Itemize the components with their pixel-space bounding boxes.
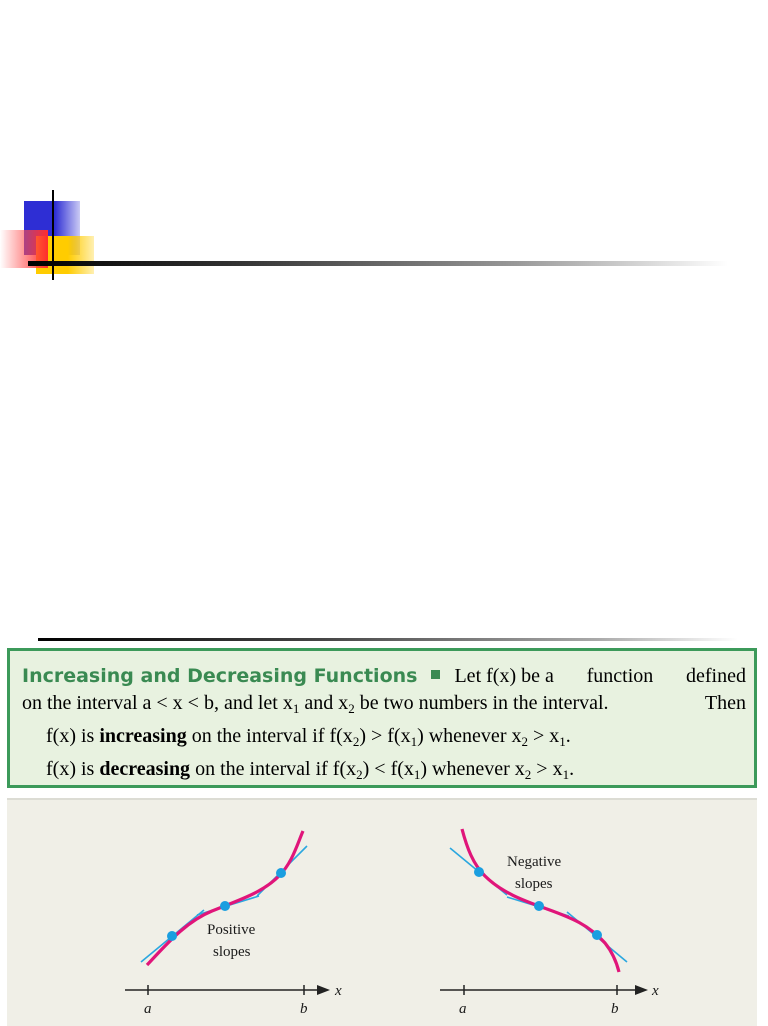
increasing-term: increasing [99, 725, 187, 747]
intro-text-2a: on the interval a < x < b, and let x [22, 692, 293, 714]
content-divider-rule [38, 638, 738, 641]
subscript: 1 [410, 734, 418, 749]
intro-text-1b: function [586, 665, 654, 687]
intro-text-1a: Let f(x) be a [454, 665, 554, 687]
definition-heading: Increasing and Decreasing Functions [22, 665, 418, 687]
subscript: 2 [524, 767, 532, 782]
increasing-plot [125, 831, 342, 1017]
subscript: 2 [352, 734, 360, 749]
subscript: 2 [521, 734, 528, 749]
right-point-1 [474, 867, 484, 877]
slide-decoration [0, 0, 768, 300]
right-tick-a-label: a [459, 1001, 467, 1017]
left-point-2 [220, 901, 230, 911]
cond-text: on the interval if f(x [186, 725, 353, 747]
left-tick-b-label: b [300, 1001, 308, 1017]
subscript: 2 [348, 701, 355, 716]
square-bullet-icon [431, 670, 440, 679]
slopes-figure [7, 800, 757, 1026]
left-point-3 [276, 868, 286, 878]
deco-title-rule [28, 261, 728, 266]
cond-text: ) < f(x [362, 758, 414, 780]
positive-slopes-label-line2: slopes [213, 944, 251, 960]
cond-text: . [569, 758, 575, 780]
decreasing-plot [440, 829, 659, 1017]
increasing-condition [22, 723, 746, 750]
negative-slopes-label-line1: Negative [507, 854, 562, 870]
deco-vertical-line [52, 190, 54, 280]
cond-text: . [565, 725, 571, 747]
left-point-1 [167, 931, 177, 941]
subscript: 2 [356, 767, 363, 782]
cond-text: > x [527, 725, 560, 747]
positive-slopes-label-line1: Positive [207, 922, 256, 938]
subscript: 1 [559, 734, 566, 749]
definition-line-2 [22, 690, 746, 717]
negative-slopes-label-line2: slopes [515, 876, 553, 892]
decreasing-curve [462, 829, 619, 972]
left-tick-a-label: a [144, 1001, 152, 1017]
right-tick-b-label: b [611, 1001, 619, 1017]
right-point-3 [592, 930, 602, 940]
right-axis-x-label: x [652, 983, 659, 999]
intro-text-2c: and x [299, 692, 349, 714]
definition-box [7, 648, 757, 788]
cond-text: ) > f(x [359, 725, 411, 747]
cond-text: f(x) is [46, 758, 100, 780]
left-axis-x-label: x [335, 983, 342, 999]
definition-line-1 [22, 663, 746, 690]
left-axis-arrow-icon [317, 985, 330, 995]
decreasing-condition [22, 756, 746, 783]
right-axis-arrow-icon [635, 985, 648, 995]
subscript: 1 [292, 701, 300, 716]
cond-text: > x [531, 758, 563, 780]
intro-text-2f: Then [704, 692, 746, 714]
cond-text: ) whenever x [420, 758, 525, 780]
subscript: 1 [562, 767, 570, 782]
figure-panel [7, 798, 757, 1026]
cond-text: ) whenever x [417, 725, 522, 747]
right-point-2 [534, 901, 544, 911]
intro-text-1c: defined [686, 665, 746, 687]
cond-text: f(x) is [46, 725, 100, 747]
cond-text: on the interval if f(x [190, 758, 357, 780]
intro-text-2e: be two numbers in the interval. [354, 692, 609, 714]
subscript: 1 [413, 767, 421, 782]
decreasing-term: decreasing [99, 758, 191, 780]
